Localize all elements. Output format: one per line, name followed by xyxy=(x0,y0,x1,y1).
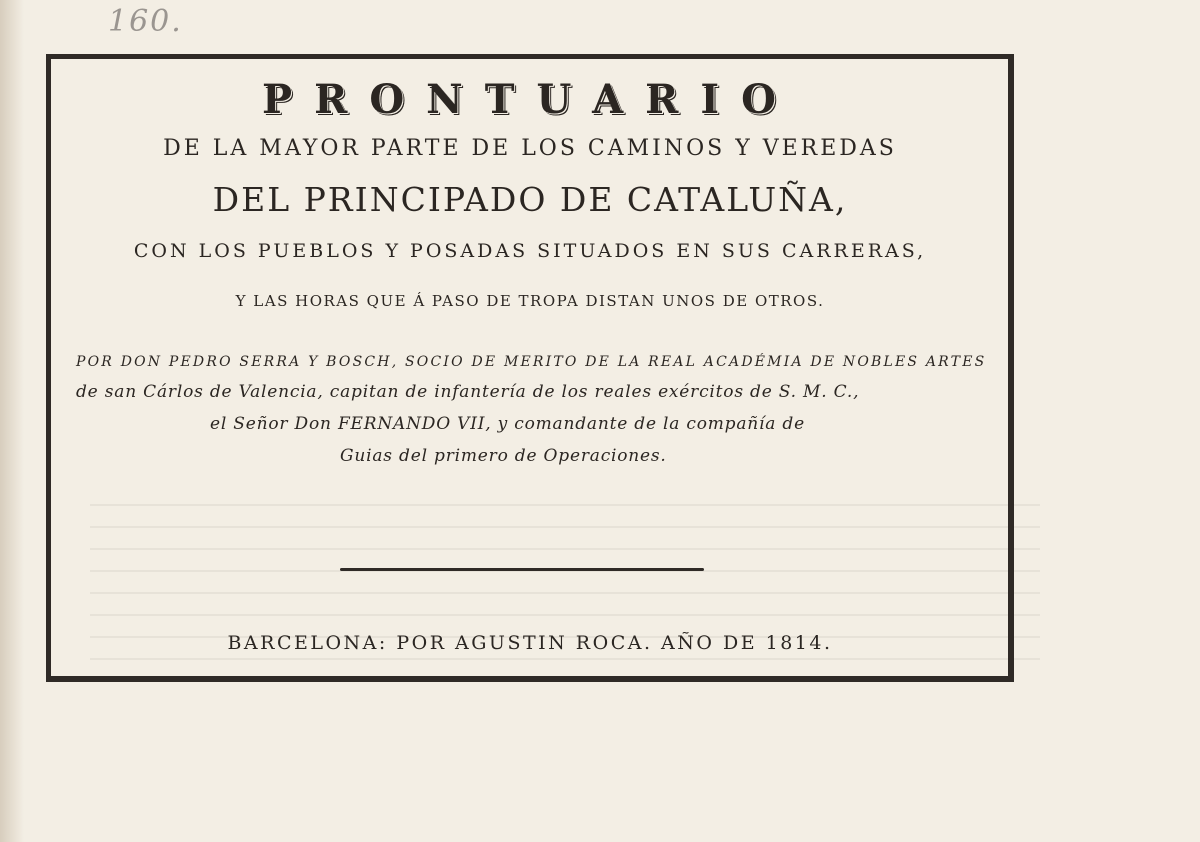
author-line-2: de san Cárlos de Valencia, capitan de infantería de los reales exércitos de S. M. C., xyxy=(76,382,860,402)
handwritten-annotation: 160. xyxy=(108,4,183,39)
decorative-rule xyxy=(340,568,704,571)
author-line-4: Guias del primero de Operaciones. xyxy=(340,446,667,466)
title: PRONTUARIO xyxy=(262,76,798,123)
imprint: BARCELONA: POR AGUSTIN ROCA. AÑO DE 1814. xyxy=(227,632,833,654)
book-gutter-shadow xyxy=(0,0,24,842)
author-line-1: POR DON PEDRO SERRA Y BOSCH, SOCIO DE MERITO DE LA REAL ACADÉMIA DE NOBLES ARTES xyxy=(76,354,987,370)
subtitle-line-3: CON LOS PUEBLOS Y POSADAS SITUADOS EN SUS CARRERAS, xyxy=(133,240,927,262)
subtitle-line-4: Y LAS HORAS QUE Á PASO DE TROPA DISTAN UNOS DE OTROS. xyxy=(235,292,825,310)
author-line-3: el Señor Don FERNANDO VII, y comandante de la compañía de xyxy=(210,414,805,434)
subtitle-line-2: DEL PRINCIPADO DE CATALUÑA, xyxy=(212,180,848,219)
subtitle-line-1: DE LA MAYOR PARTE DE LOS CAMINOS Y VEREDAS xyxy=(163,136,897,161)
